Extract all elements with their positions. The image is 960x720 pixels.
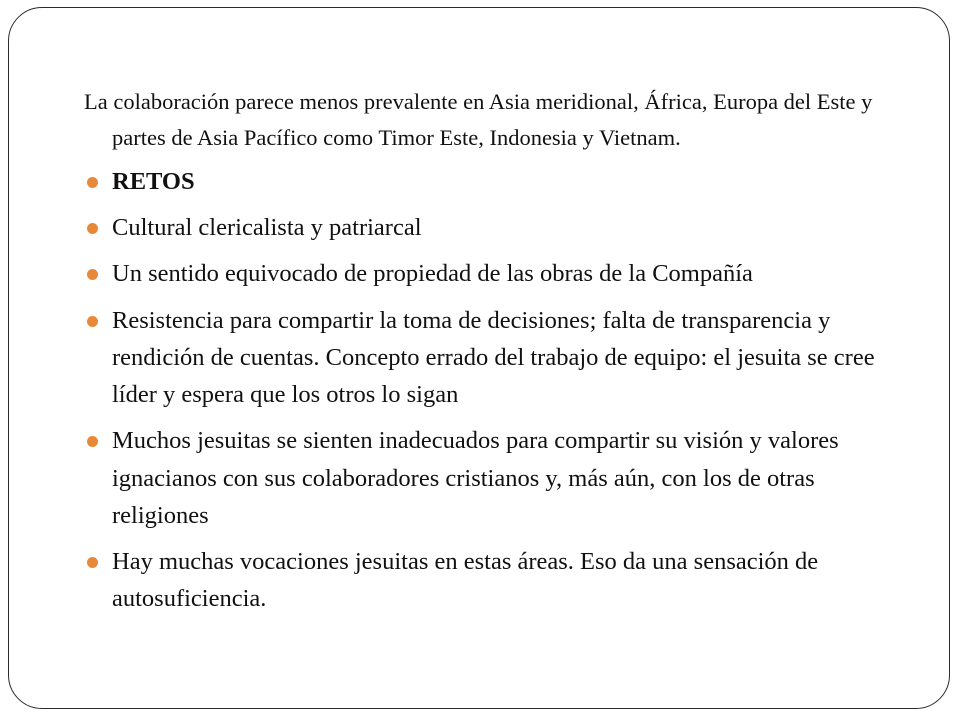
bullet-icon bbox=[87, 557, 98, 568]
bullet-icon bbox=[87, 269, 98, 280]
bullet-text: Un sentido equivocado de propiedad de las obras de la Compañía bbox=[112, 260, 753, 288]
bullet-text: RETOS bbox=[112, 168, 195, 195]
bullet-item-resistencia bbox=[84, 302, 914, 414]
slide-content bbox=[84, 84, 914, 627]
bullet-list bbox=[84, 163, 914, 618]
bullet-text: Hay muchas vocaciones jesuitas en estas áreas. Eso da una sensación de autosuficiencia. bbox=[112, 548, 819, 613]
bullet-icon bbox=[87, 436, 98, 447]
bullet-text: Muchos jesuitas se sienten inadecuados para compartir su visión y valores ignacianos con sus colaboradores cristianos y, más aún, con los de otras religiones bbox=[112, 427, 839, 529]
bullet-icon bbox=[87, 223, 98, 234]
bullet-item-propiedad bbox=[84, 255, 914, 292]
bullet-icon bbox=[87, 316, 98, 327]
bullet-icon bbox=[87, 177, 98, 188]
bullet-item-retos bbox=[84, 163, 914, 200]
bullet-text: Resistencia para compartir la toma de decisiones; falta de transparencia y rendición de cuentas. Concepto errado del trabajo de equipo: el jesuita se cree líder y espera que los otros lo sigan bbox=[112, 306, 875, 409]
intro-paragraph: La colaboración parece menos prevalente en Asia meridional, África, Europa del Este y partes de Asia Pacífico como Timor Este, Indonesia y Vietnam. bbox=[84, 89, 873, 150]
bullet-text: Cultural clericalista y patriarcal bbox=[112, 214, 422, 242]
bullet-item-cultural bbox=[84, 209, 914, 246]
bullet-item-vocaciones bbox=[84, 543, 914, 617]
bullet-item-inadecuados bbox=[84, 422, 914, 534]
slide-frame bbox=[8, 7, 950, 709]
